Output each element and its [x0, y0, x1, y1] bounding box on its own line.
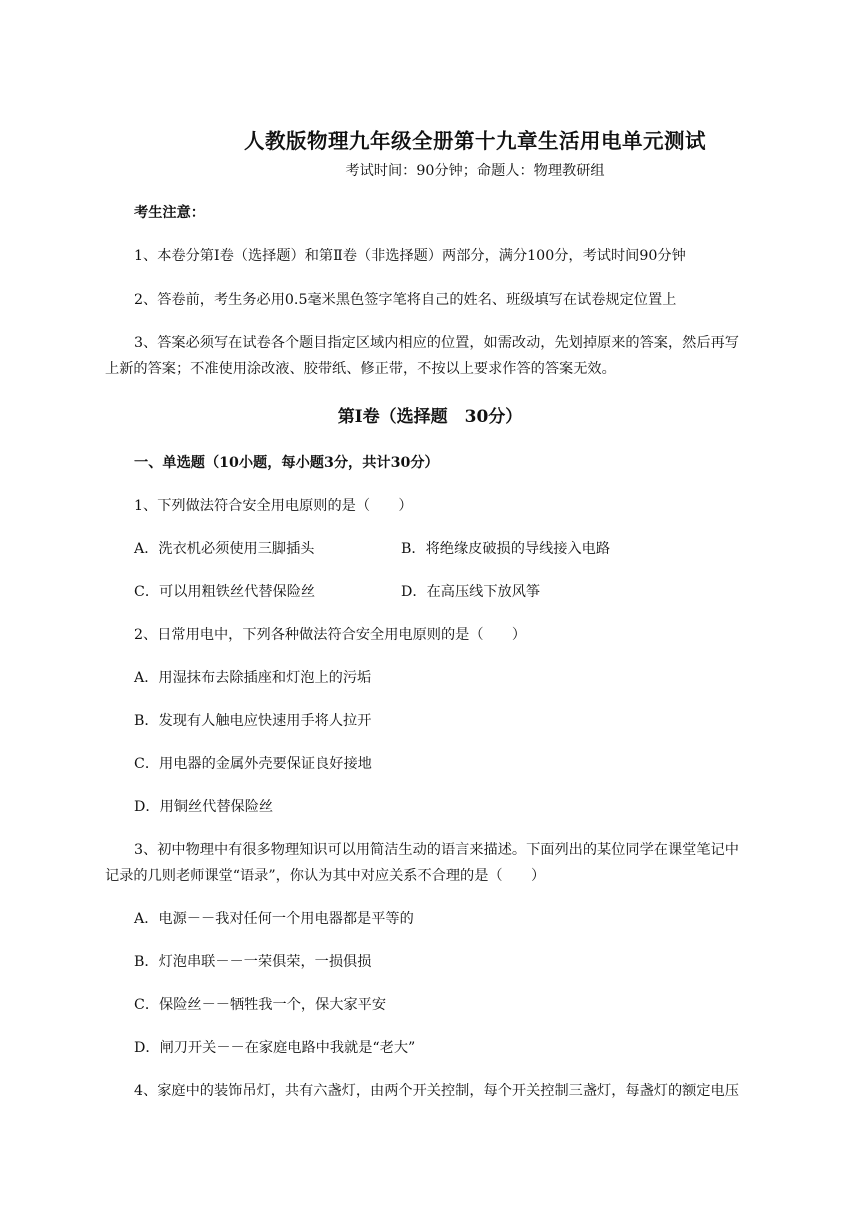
question-2-option-b: B．发现有人触电应快速用手将人拉开 — [134, 713, 372, 729]
question-3-stem-cont: 记录的几则老师课堂“语录”，你认为其中对应关系不合理的是（ ） — [105, 868, 546, 884]
question-3-option-a: A．电源－－我对任何一个用电器都是平等的 — [134, 911, 414, 927]
question-3-option-c: C．保险丝－－牺牲我一个，保大家平安 — [134, 997, 387, 1013]
question-1-option-c: C．可以用粗铁丝代替保险丝 — [134, 584, 316, 600]
notice-item-3: 3、答案必须写在试卷各个题目指定区域内相应的位置，如需改动，先划掉原来的答案，然后再写 — [134, 335, 739, 351]
notice-item-3-cont: 上新的答案；不准使用涂改液、胶带纸、修正带，不按以上要求作答的答案无效。 — [105, 361, 616, 377]
part1-title: 第Ⅰ卷（选择题 30分） — [337, 407, 523, 427]
question-2-option-a: A．用湿抹布去除插座和灯泡上的污垢 — [134, 670, 372, 686]
question-1-option-d: D．在高压线下放风筝 — [401, 584, 541, 600]
question-2-stem: 2、日常用电中，下列各种做法符合安全用电原则的是（ ） — [134, 627, 527, 643]
question-1-stem: 1、下列做法符合安全用电原则的是（ ） — [134, 498, 413, 514]
exam-subtitle: 考试时间：90分钟；命题人：物理教研组 — [345, 163, 605, 179]
question-2-option-c: C．用电器的金属外壳要保证良好接地 — [134, 756, 372, 772]
page-title: 人教版物理九年级全册第十九章生活用电单元测试 — [244, 129, 706, 153]
notice-heading: 考生注意： — [134, 205, 205, 221]
question-1-option-b: B．将绝缘皮破损的导线接入电路 — [401, 541, 611, 557]
question-2-option-d: D．用铜丝代替保险丝 — [134, 799, 274, 815]
notice-item-1: 1、本卷分第Ⅰ卷（选择题）和第Ⅱ卷（非选择题）两部分，满分100分，考试时间90分钟 — [134, 248, 686, 264]
question-3-option-b: B．灯泡串联－－一荣俱荣，一损俱损 — [134, 954, 372, 970]
question-3-stem: 3、初中物理中有很多物理知识可以用简洁生动的语言来描述。下面列出的某位同学在课堂笔记中 — [134, 842, 739, 858]
question-4-stem: 4、家庭中的装饰吊灯，共有六盏灯，由两个开关控制，每个开关控制三盏灯，每盏灯的额定电压 — [134, 1083, 739, 1099]
question-3-option-d: D．闸刀开关－－在家庭电路中我就是“老大” — [134, 1040, 416, 1056]
section-heading: 一、单选题（10小题，每小题3分，共计30分） — [134, 455, 439, 471]
notice-item-2: 2、答卷前，考生务必用0.5毫米黑色签字笔将自己的姓名、班级填写在试卷规定位置上 — [134, 292, 677, 308]
question-1-option-a: A．洗衣机必须使用三脚插头 — [134, 541, 315, 557]
